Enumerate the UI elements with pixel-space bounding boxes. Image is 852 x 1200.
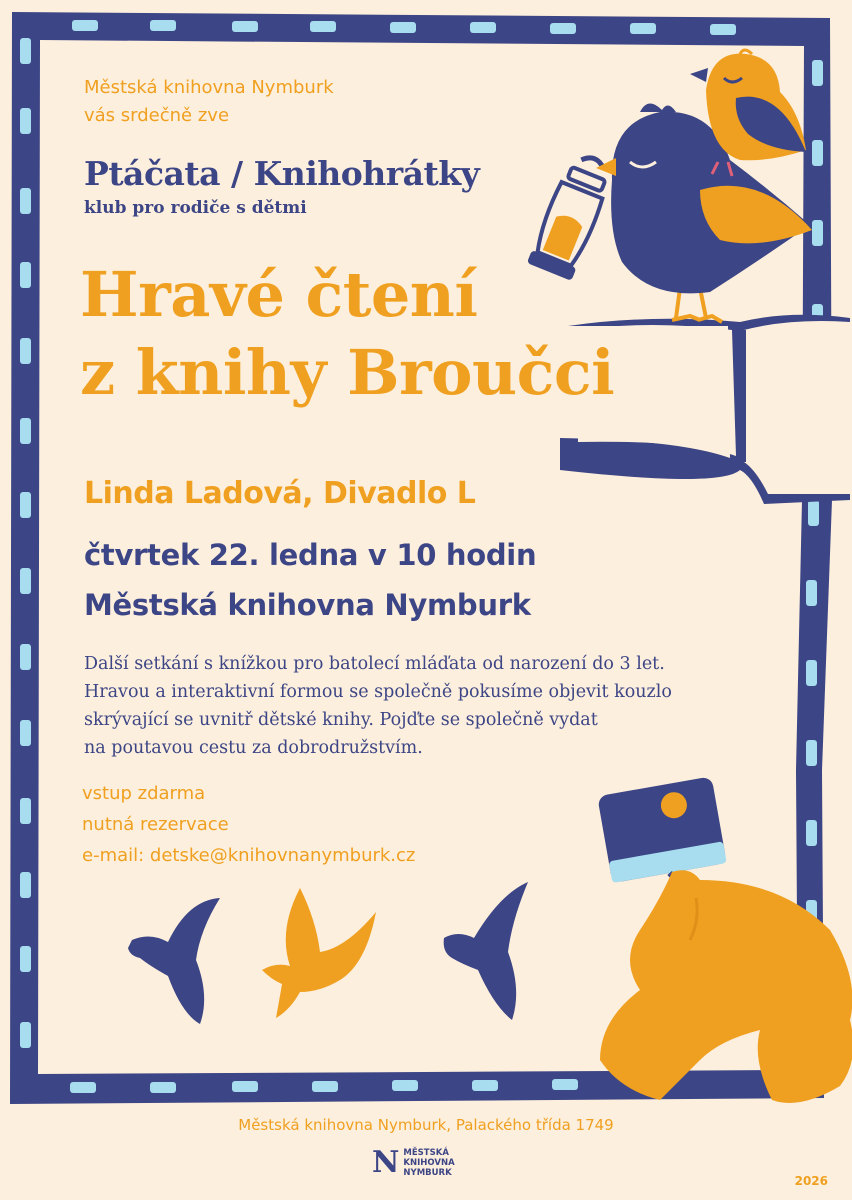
club-subtitle: klub pro rodiče s dětmi: [84, 198, 307, 218]
reservation-note: nutná rezervace: [82, 814, 229, 835]
performer: Linda Ladová, Divadlo L: [84, 476, 476, 511]
invitation-tagline: vás srdečně zve: [84, 105, 230, 126]
logo-mark: N: [372, 1145, 398, 1180]
event-info: [82, 778, 415, 871]
club-name: Ptáčata / Knihohrátky: [84, 154, 480, 193]
admission-note: vstup zdarma: [82, 783, 206, 804]
description-line: skrývající se uvnitř dětské knihy. Pojďte se společně vydat: [84, 710, 598, 730]
organizer-name: Městská knihovna Nymburk: [84, 77, 334, 98]
library-logo: [372, 1145, 455, 1180]
logo-line: MĚSTSKÁ: [403, 1148, 449, 1158]
description-line: na poutavou cestu za dobrodružstvím.: [84, 738, 423, 758]
invitation-header: [84, 74, 334, 130]
event-date-time: čtvrtek 22. ledna v 10 hodin: [84, 538, 537, 572]
contact-email[interactable]: e-mail: detske@knihovnanymburk.cz: [82, 845, 416, 866]
event-venue: Městská knihovna Nymburk: [84, 588, 531, 622]
event-title-line: Hravé čtení: [80, 258, 478, 331]
logo-line: NYMBURK: [403, 1168, 452, 1178]
poster-year: 2026: [794, 1174, 828, 1188]
logo-line: KNIHOVNA: [403, 1158, 455, 1168]
event-title-line: z knihy Broučci: [80, 336, 615, 409]
footer-address: Městská knihovna Nymburk, Palackého třída 1749: [238, 1116, 614, 1134]
event-title: [80, 256, 614, 412]
description-line: Hravou a interaktivní formou se společně pokusíme objevit kouzlo: [84, 682, 672, 702]
logo-text: [403, 1148, 454, 1178]
description-line: Další setkání s knížkou pro batolecí mláďata od narození do 3 let.: [84, 654, 665, 674]
event-description: [84, 650, 784, 762]
